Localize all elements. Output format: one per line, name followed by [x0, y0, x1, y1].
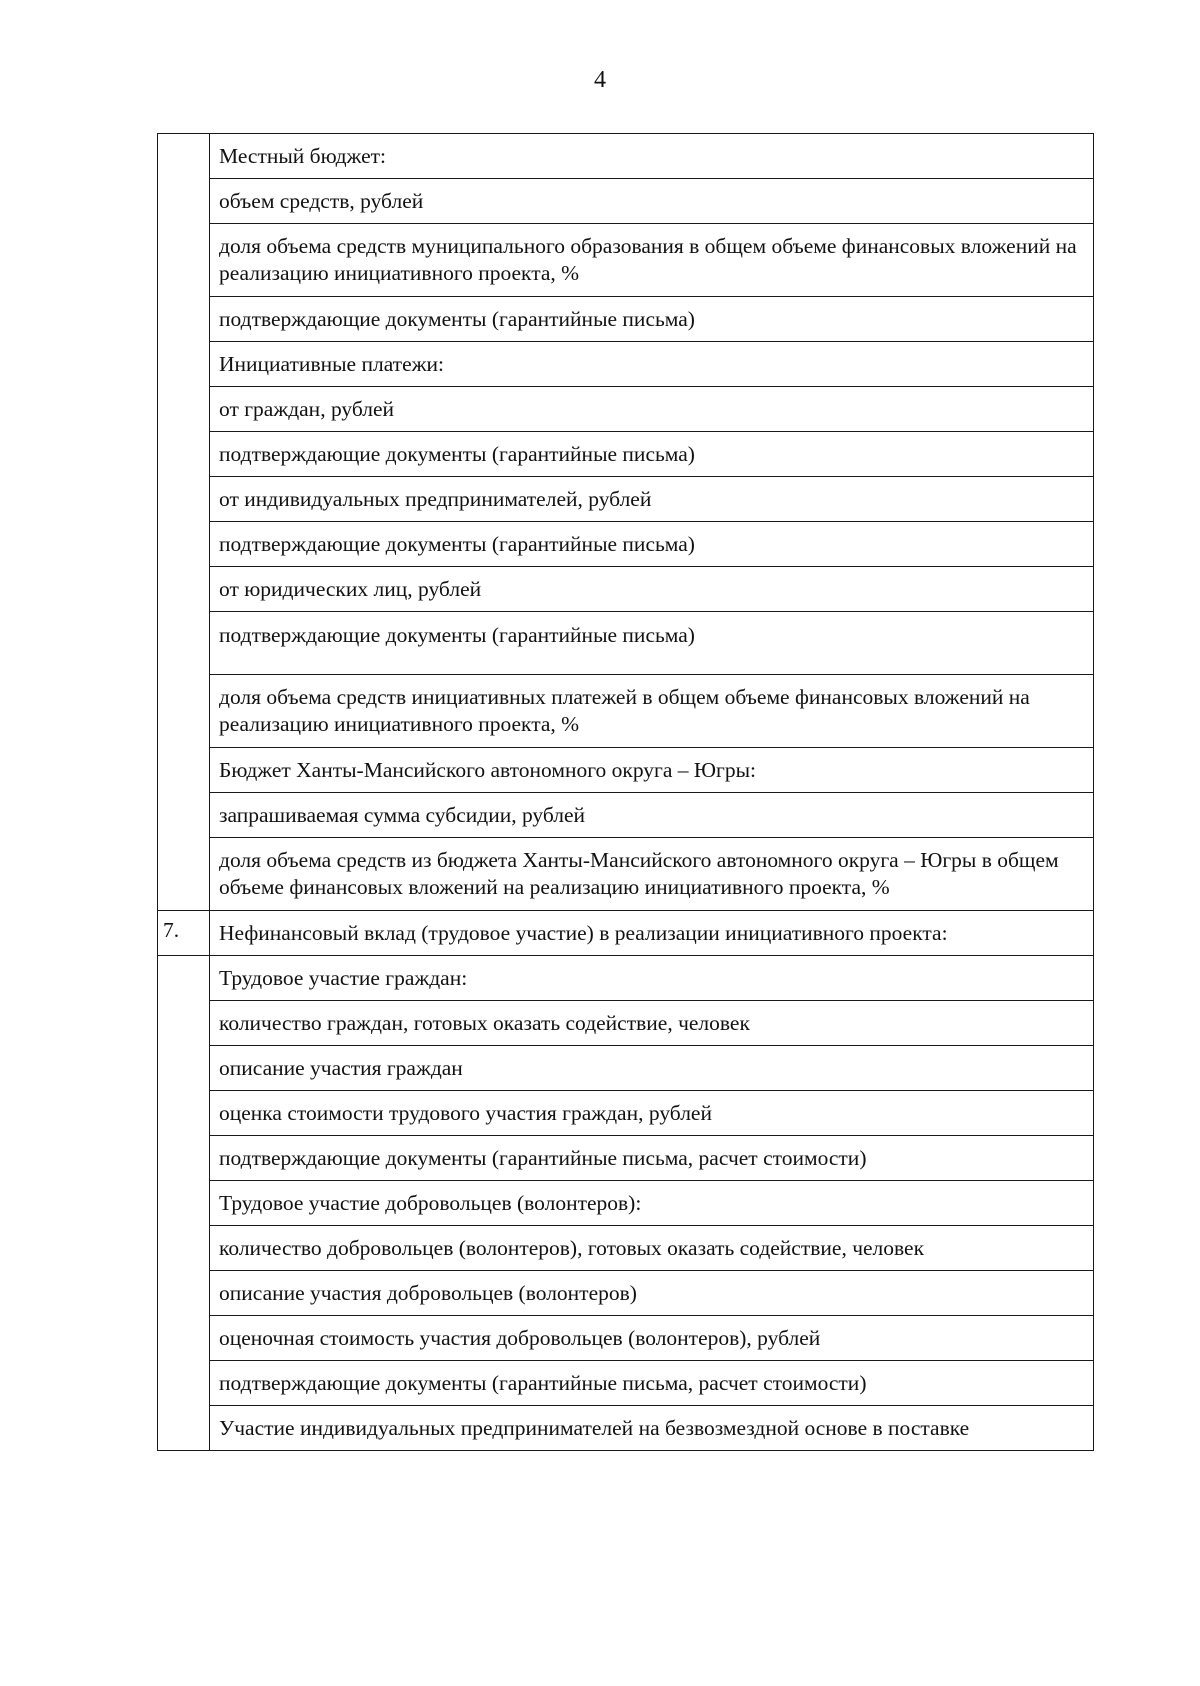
table-row	[158, 1136, 1094, 1181]
row-text: оценка стоимости трудового участия граждан, рублей	[210, 1091, 1094, 1136]
table-row	[158, 522, 1094, 567]
table-row	[158, 567, 1094, 612]
table-row	[158, 1046, 1094, 1091]
table-row	[158, 1091, 1094, 1136]
row-text: подтверждающие документы (гарантийные письма, расчет стоимости)	[210, 1136, 1094, 1181]
table-row	[158, 477, 1094, 522]
table-row	[158, 1271, 1094, 1316]
row-text: подтверждающие документы (гарантийные письма)	[210, 522, 1094, 567]
table-row	[158, 675, 1094, 748]
row-number-cell	[158, 956, 210, 1451]
table-row	[158, 432, 1094, 477]
table-row	[158, 297, 1094, 342]
row-text: доля объема средств из бюджета Ханты-Мансийского автономного округа – Югры в общем объеме финансовых вложений на реализацию инициативного проекта, %	[210, 838, 1094, 911]
table-row	[158, 1316, 1094, 1361]
item-7-number-text: 7.	[163, 918, 180, 942]
table-row	[158, 1181, 1094, 1226]
row-text: от юридических лиц, рублей	[210, 567, 1094, 612]
row-text: подтверждающие документы (гарантийные письма)	[210, 297, 1094, 342]
row-text: описание участия граждан	[210, 1046, 1094, 1091]
row-text: от индивидуальных предпринимателей, рублей	[210, 477, 1094, 522]
table-row	[158, 224, 1094, 297]
item-7-number	[158, 911, 210, 956]
row-text-initiative-payments: Инициативные платежи:	[210, 342, 1094, 387]
table-row	[158, 793, 1094, 838]
row-text: запрашиваемая сумма субсидии, рублей	[210, 793, 1094, 838]
row-text: доля объема средств муниципального образования в общем объеме финансовых вложений на реализацию инициативного проекта, %	[210, 224, 1094, 297]
row-text: подтверждающие документы (гарантийные письма)	[210, 432, 1094, 477]
row-text: подтверждающие документы (гарантийные письма, расчет стоимости)	[210, 1361, 1094, 1406]
row-text-regional-budget: Бюджет Ханты-Мансийского автономного округа – Югры:	[210, 748, 1094, 793]
row-text: доля объема средств инициативных платежей в общем объеме финансовых вложений на реализацию инициативного проекта, %	[210, 675, 1094, 748]
table-row	[158, 1361, 1094, 1406]
table-row-item-7	[158, 911, 1094, 956]
table-row	[158, 1406, 1094, 1451]
table-row	[158, 134, 1094, 179]
table-row	[158, 612, 1094, 675]
row-text: от граждан, рублей	[210, 387, 1094, 432]
row-text: подтверждающие документы (гарантийные письма)	[210, 612, 1094, 675]
row-text-entrepreneurs-participation: Участие индивидуальных предпринимателей на безвозмездной основе в поставке	[210, 1406, 1094, 1451]
row-text-volunteers-labor: Трудовое участие добровольцев (волонтеров):	[210, 1181, 1094, 1226]
table-row	[158, 748, 1094, 793]
row-text-citizens-labor: Трудовое участие граждан:	[210, 956, 1094, 1001]
table-row	[158, 1001, 1094, 1046]
page-number: 4	[594, 67, 606, 93]
table-row	[158, 342, 1094, 387]
table-row	[158, 1226, 1094, 1271]
row-text: количество граждан, готовых оказать содействие, человек	[210, 1001, 1094, 1046]
table-row	[158, 179, 1094, 224]
row-text: объем средств, рублей	[210, 179, 1094, 224]
row-text: количество добровольцев (волонтеров), готовых оказать содействие, человек	[210, 1226, 1094, 1271]
row-text-local-budget: Местный бюджет:	[210, 134, 1094, 179]
row-number-cell	[158, 134, 210, 911]
row-text: оценочная стоимость участия добровольцев (волонтеров), рублей	[210, 1316, 1094, 1361]
table-row	[158, 956, 1094, 1001]
row-text: описание участия добровольцев (волонтеров)	[210, 1271, 1094, 1316]
project-form-table	[157, 133, 1094, 1451]
item-7-title: Нефинансовый вклад (трудовое участие) в реализации инициативного проекта:	[210, 911, 1094, 956]
table-row	[158, 387, 1094, 432]
table-row	[158, 838, 1094, 911]
